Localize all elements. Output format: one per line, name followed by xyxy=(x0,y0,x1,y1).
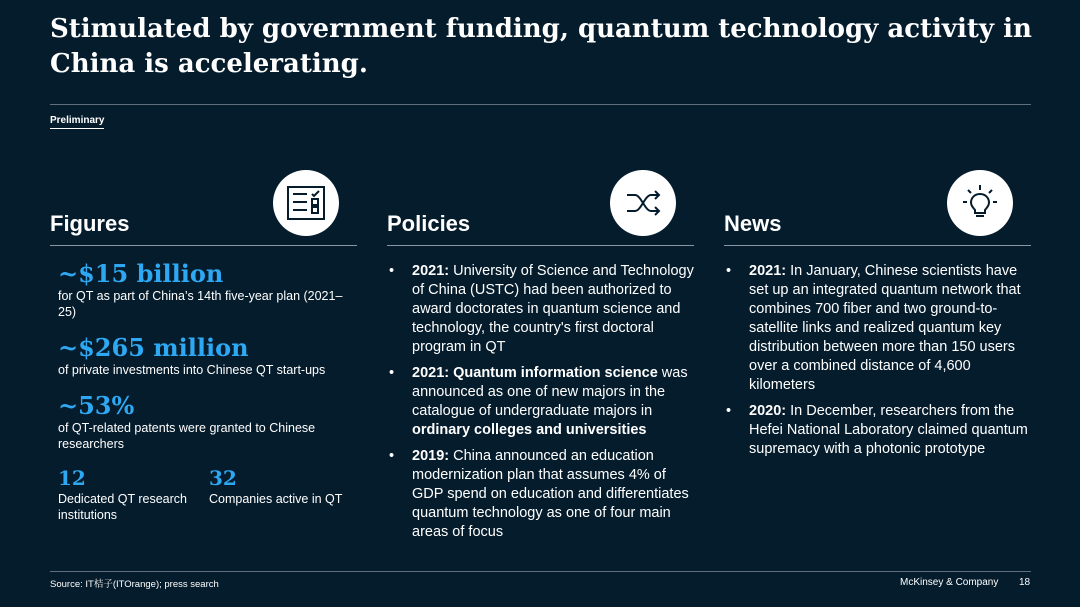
bullet-year: 2020: xyxy=(749,403,787,419)
news-title: News xyxy=(724,211,782,236)
figure-value: 32 xyxy=(209,466,237,490)
figure-small-item xyxy=(209,465,349,507)
bullet-year: 2021: xyxy=(412,365,450,381)
list-item xyxy=(387,364,694,440)
figure-small-item xyxy=(58,465,198,523)
figure-value: ~$265 million xyxy=(58,333,249,362)
figure-desc: of private investments into Chinese QT start-ups xyxy=(58,363,326,377)
checklist-icon xyxy=(273,170,339,236)
figure-desc: of QT-related patents were granted to Chinese researchers xyxy=(58,421,316,451)
list-item xyxy=(387,447,694,542)
lightbulb-icon xyxy=(947,170,1013,236)
news-header xyxy=(724,170,1031,246)
news-column xyxy=(724,170,1031,457)
figures-title: Figures xyxy=(50,211,130,236)
footer-divider xyxy=(50,571,1031,572)
figures-header xyxy=(50,170,357,246)
figure-desc: for QT as part of China’s 14th five-year plan (2021–25) xyxy=(58,289,343,319)
bullet-text: University of Science and Technology of China (USTC) had been authorized to award doctorates in quantum science and technology, the country's first doctoral program in QT xyxy=(412,263,694,355)
list-item xyxy=(387,262,694,357)
figure-item xyxy=(58,392,358,452)
bullet-text: was announced as one of new majors in the catalogue of undergraduate majors in xyxy=(412,365,688,419)
shuffle-icon xyxy=(610,170,676,236)
figure-value: ~$15 billion xyxy=(58,259,224,288)
bullet-text: In January, Chinese scientists have set up an integrated quantum network that combines 700 fiber and two ground-to-satellite links and realized quantum key distribution between more than 150 users over a combined distance of 4,600 kilometers xyxy=(749,263,1021,393)
slide-title: Stimulated by government funding, quantum technology activity in China is accelerating. xyxy=(50,14,1032,79)
bullet-year: 2021: xyxy=(749,263,787,279)
figures-column xyxy=(50,170,357,522)
figure-desc: Dedicated QT research institutions xyxy=(58,492,187,522)
figure-desc: Companies active in QT xyxy=(209,492,343,506)
bullet-text: In December, researchers from the Hefei National Laboratory claimed quantum supremacy with a photonic prototype xyxy=(749,403,1028,457)
figure-value: ~53% xyxy=(58,391,135,420)
bullet-year: 2021: xyxy=(412,263,450,279)
preliminary-tag: Preliminary xyxy=(50,115,104,129)
news-list xyxy=(724,262,1031,466)
bullet-bold-lead: Quantum information science xyxy=(449,365,658,381)
source-note: Source: IT桔子(ITOrange); press search xyxy=(50,579,219,590)
policies-title: Policies xyxy=(387,211,471,236)
bullet-bold-tail: ordinary colleges and universities xyxy=(412,422,647,438)
page-number: 18 xyxy=(1019,577,1031,588)
brand-name: McKinsey & Company xyxy=(900,577,999,588)
bullet-year: 2019: xyxy=(412,448,450,464)
figure-value: 12 xyxy=(58,466,86,490)
title-divider xyxy=(50,104,1031,105)
list-item xyxy=(724,262,1031,395)
policies-column xyxy=(387,170,694,540)
list-item xyxy=(724,402,1031,459)
figure-item xyxy=(58,260,358,320)
policies-list xyxy=(387,262,694,549)
bullet-text: China announced an education modernization plan that assumes 4% of GDP spend on education and differentiates quantum technology as one of four main areas of focus xyxy=(412,448,689,540)
figure-item xyxy=(58,334,358,378)
policies-header xyxy=(387,170,694,246)
